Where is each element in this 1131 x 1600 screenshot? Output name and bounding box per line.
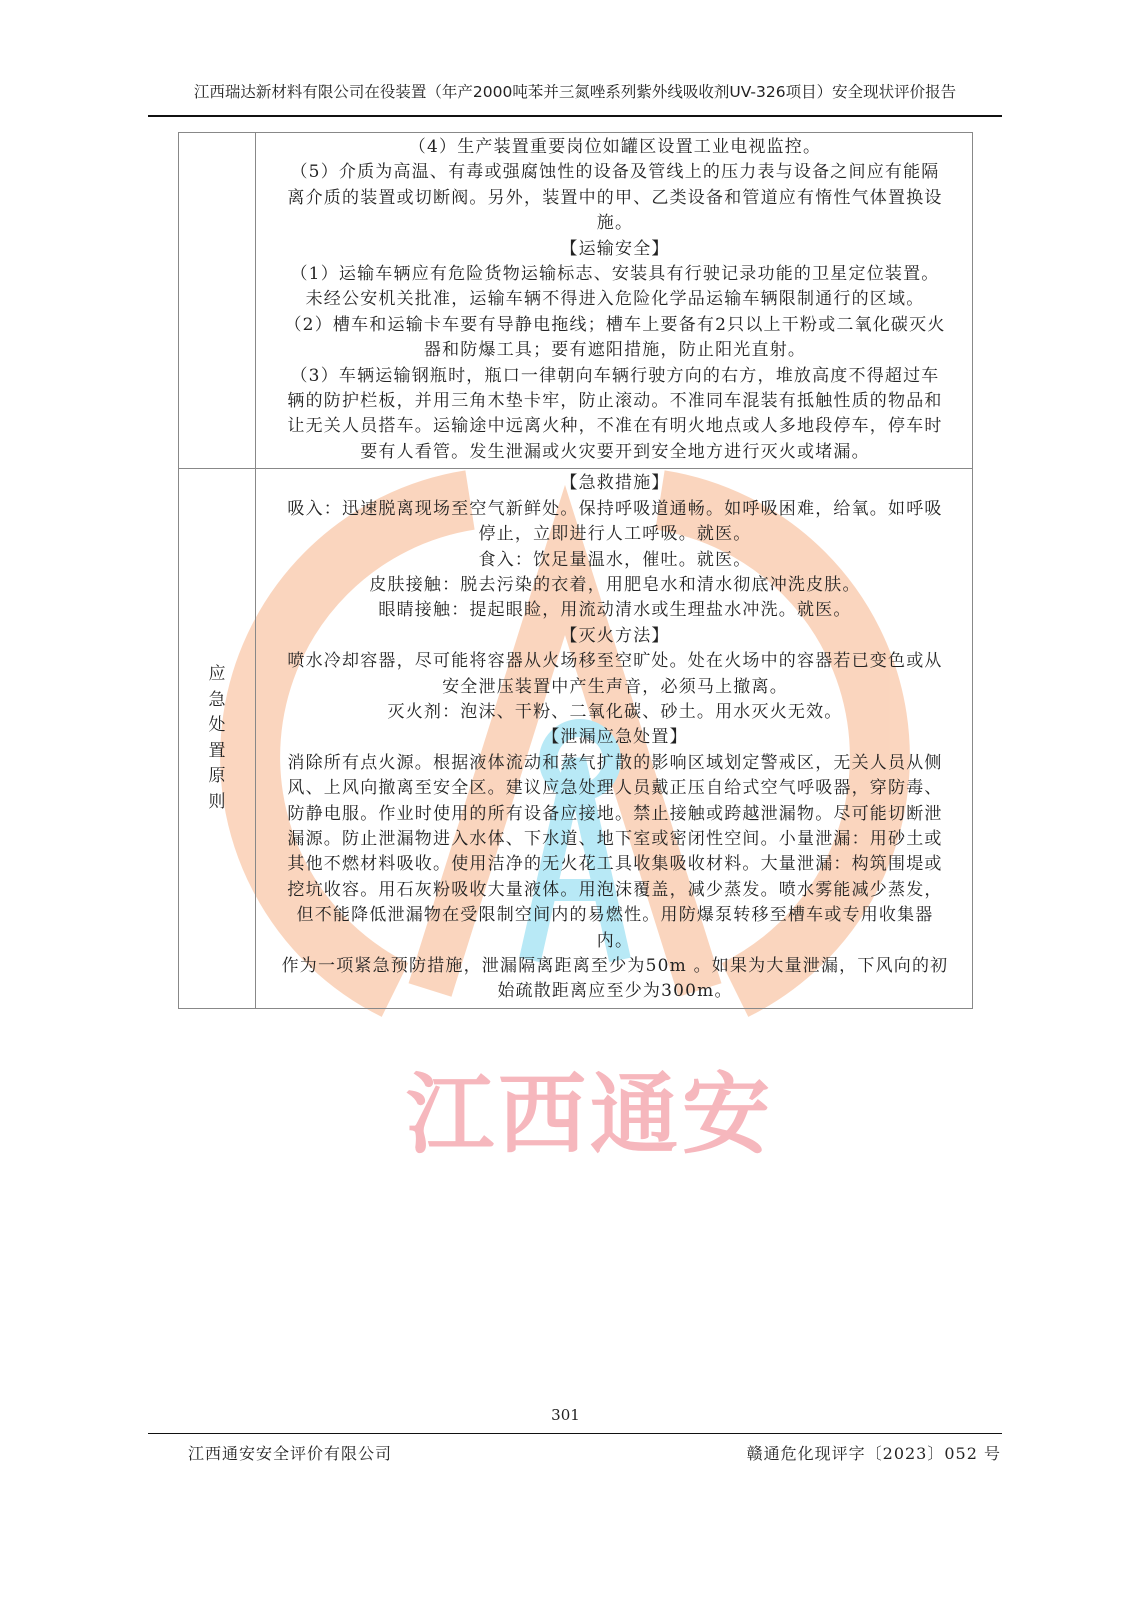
label-char: 置 xyxy=(208,740,226,761)
text-line: （5）介质为高温、有毒或强腐蚀性的设备及管线上的压力表与设备之间应有能隔 xyxy=(290,162,940,183)
text-line: 吸入：迅速脱离现场至空气新鲜处。保持呼吸道通畅。如呼吸困难，给氧。如呼吸 xyxy=(287,498,943,519)
label-char: 原 xyxy=(208,766,226,787)
text-line: 食入：饮足量温水，催吐。就医。 xyxy=(478,549,752,570)
text-line: 要有人看管。发生泄漏或火灾要开到安全地方进行灭火或堵漏。 xyxy=(360,441,870,462)
row-label-empty xyxy=(179,133,256,469)
text-line: 施。 xyxy=(596,213,634,234)
text-line: 挖坑收容。用石灰粉吸收大量液体。用泡沫覆盖，减少蒸发。喷水雾能减少蒸发， xyxy=(287,879,943,900)
emergency-measures-content xyxy=(256,469,972,1008)
footer-doc-number: 赣通危化现评字〔2023〕052 号 xyxy=(746,1444,1001,1463)
row-content xyxy=(256,133,973,469)
text-line: 风、上风向撤离至安全区。建议应急处理人员戴正压自给式空气呼吸器，穿防毒、 xyxy=(287,778,943,799)
text-line: 消除所有点火源。根据液体流动和蒸气扩散的影响区域划定警戒区，无关人员从侧 xyxy=(287,752,943,773)
text-line: 器和防爆工具；要有遮阳措施，防止阳光直射。 xyxy=(423,340,807,361)
text-line: 辆的防护栏板，并用三角木垫卡牢，防止滚动。不准同车混装有抵触性质的物品和 xyxy=(287,391,943,412)
text-line: 但不能降低泄漏物在受限制空间内的易燃性。用防爆泵转移至槽车或专用收集器 xyxy=(296,905,934,926)
label-char: 处 xyxy=(208,715,226,736)
table-row xyxy=(179,469,973,1009)
text-line: 未经公安机关批准，运输车辆不得进入危险化学品运输车辆限制通行的区域。 xyxy=(305,289,925,310)
text-line: （4）生产装置重要岗位如罐区设置工业电视监控。 xyxy=(408,137,822,157)
footer-company: 江西通安安全评价有限公司 xyxy=(188,1444,393,1463)
emergency-principle-label xyxy=(207,662,227,815)
text-line: 防静电服。作业时使用的所有设备应接地。禁止接触或跨越泄漏物。尽可能切断泄 xyxy=(287,803,943,824)
text-line: 【灭火方法】 xyxy=(560,625,670,646)
row-content xyxy=(256,469,973,1009)
watermark-text: 江西通安 xyxy=(405,1063,775,1166)
transport-safety-content xyxy=(256,133,972,468)
text-line: 停止，立即进行人工呼吸。就医。 xyxy=(478,524,752,545)
text-line: 作为一项紧急预防措施，泄漏隔离距离至少为50m 。如果为大量泄漏，下风向的初 xyxy=(281,956,949,976)
text-line: 离介质的装置或切断阀。另外，装置中的甲、乙类设备和管道应有惰性气体置换设 xyxy=(287,187,943,208)
text-line: 安全泄压装置中产生声音，必须马上撤离。 xyxy=(442,676,788,697)
text-line: 灭火剂：泡沫、干粉、二氧化碳、砂土。用水灭火无效。 xyxy=(387,701,843,722)
row-label xyxy=(179,469,256,1009)
text-line: （3）车辆运输钢瓶时，瓶口一律朝向车辆行驶方向的右方，堆放高度不得超过车 xyxy=(290,365,940,386)
footer-rule xyxy=(148,1433,1002,1434)
text-line: 其他不燃材料吸收。使用洁净的无火花工具收集吸收材料。大量泄漏：构筑围堤或 xyxy=(287,854,943,875)
text-line: 喷水冷却容器，尽可能将容器从火场移至空旷处。处在火场中的容器若已变色或从 xyxy=(287,651,943,672)
page-header: 江西瑞达新材料有限公司在役装置（年产2000吨苯并三氮唑系列紫外线吸收剂UV-326项目）安全现状评价报告 xyxy=(193,83,957,101)
text-line: 【急救措施】 xyxy=(560,473,670,494)
page-number: 301 xyxy=(551,1406,580,1424)
label-char: 则 xyxy=(208,791,226,812)
header-rule xyxy=(148,115,1002,117)
text-line: 让无关人员搭车。运输途中远离火种，不准在有明火地点或人多地段停车，停车时 xyxy=(287,416,943,437)
text-line: （1）运输车辆应有危险货物运输标志、安装具有行驶记录功能的卫星定位装置。 xyxy=(290,264,940,285)
text-line: （2）槽车和运输卡车要有导静电拖线；槽车上要备有2只以上干粉或二氧化碳灭火 xyxy=(284,314,946,335)
label-char: 应 xyxy=(208,664,226,685)
text-line: 皮肤接触：脱去污染的衣着，用肥皂水和清水彻底冲洗皮肤。 xyxy=(369,574,861,595)
text-line: 始疏散距离应至少为300m。 xyxy=(497,981,733,1002)
label-char: 急 xyxy=(208,689,226,710)
text-line: 漏源。防止泄漏物进入水体、下水道、地下室或密闭性空间。小量泄漏：用砂土或 xyxy=(287,828,943,849)
text-line: 眼睛接触：提起眼睑，用流动清水或生理盐水冲洗。就医。 xyxy=(378,600,852,621)
text-line: 【运输安全】 xyxy=(560,238,670,259)
table-row xyxy=(179,133,973,469)
text-line: 【泄漏应急处置】 xyxy=(542,727,688,748)
text-line: 内。 xyxy=(596,930,634,951)
emergency-table xyxy=(178,132,973,1009)
